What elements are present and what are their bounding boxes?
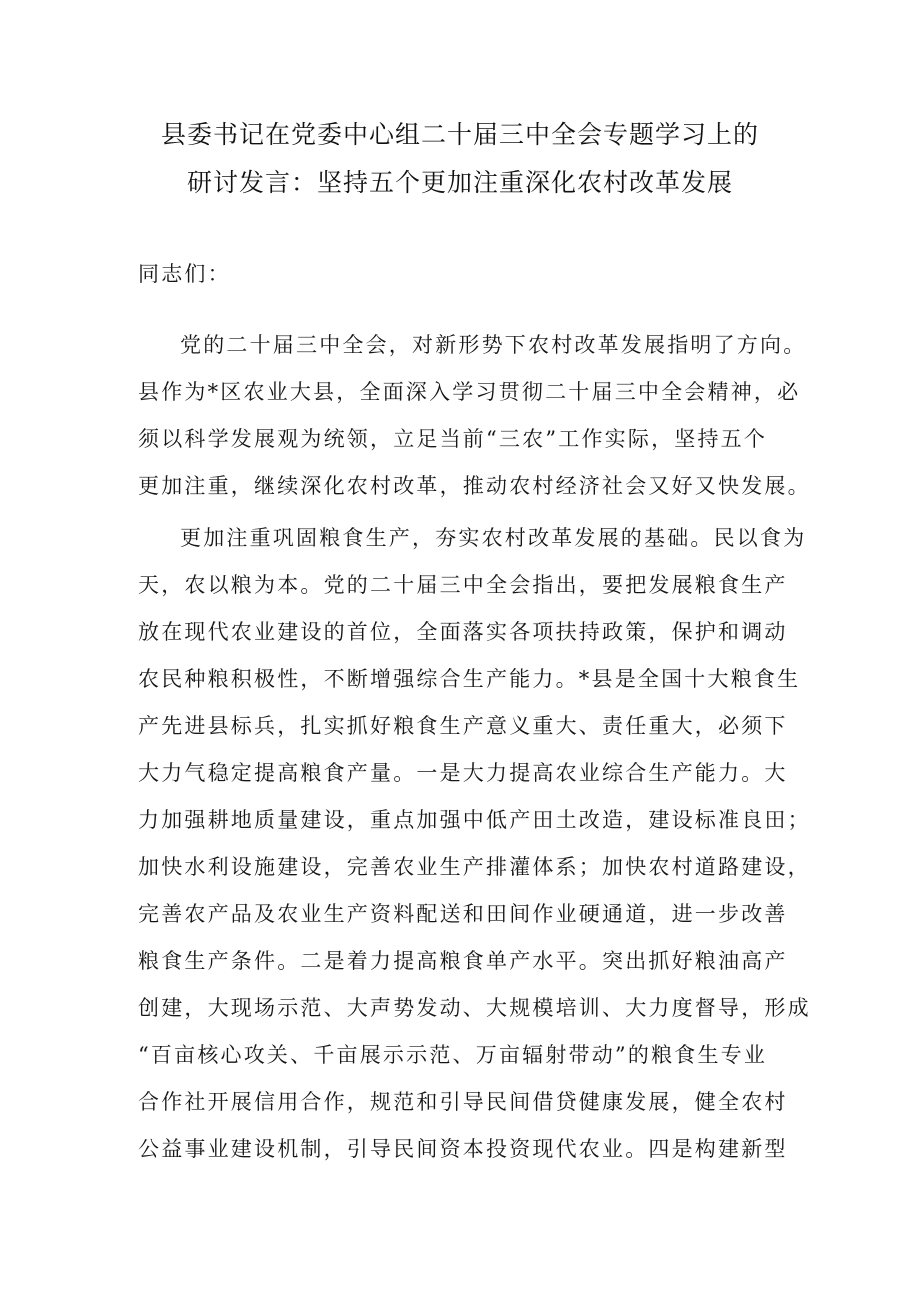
- paragraph-line: 更加注重巩固粮食生产，夯实农村改革发展的基础。民以食为: [180, 526, 807, 550]
- paragraph-line: 完善农产品及农业生产资料配送和田间作业硬通道，进一步改善: [138, 902, 788, 926]
- salutation: 同志们：: [138, 262, 231, 286]
- document-title-line-2: 研讨发言：坚持五个更加注重深化农村改革发展: [186, 168, 733, 197]
- paragraph-line: 党的二十届三中全会，对新形势下农村改革发展指明了方向。: [180, 333, 807, 357]
- paragraph-line: 公益事业建设机制，引导民间资本投资现代农业。四是构建新型: [138, 1137, 788, 1161]
- paragraph-line: 加快水利设施建设，完善农业生产排灌体系；加快农村道路建设，: [138, 855, 811, 879]
- paragraph-line: 农民种粮积极性，不断增强综合生产能力。*县是全国十大粮食生: [138, 667, 801, 691]
- document-title-line-1: 县委书记在党委中心组二十届三中全会专题学习上的: [160, 120, 759, 149]
- paragraph-line: 大力气稳定提高粮食产量。一是大力提高农业综合生产能力。大: [138, 761, 788, 785]
- paragraph-line: 天，农以粮为本。党的二十届三中全会指出，要把发展粮食生产: [138, 573, 788, 597]
- paragraph-line: 放在现代农业建设的首位，全面落实各项扶持政策，保护和调动: [138, 620, 788, 644]
- paragraph-line: 合作社开展信用合作，规范和引导民间借贷健康发展，健全农村: [138, 1090, 788, 1114]
- paragraph-line: 产先进县标兵，扎实抓好粮食生产意义重大、责任重大，必须下: [138, 714, 788, 738]
- paragraph-line: “百亩核心攻关、千亩展示示范、万亩辐射带动”的粮食生专业: [138, 1043, 768, 1067]
- paragraph-line: 力加强耕地质量建设，重点加强中低产田土改造，建设标准良田；: [138, 808, 811, 832]
- paragraph-line: 创建，大现场示范、大声势发动、大规模培训、大力度督导，形成: [138, 996, 811, 1020]
- paragraph-line: 更加注重，继续深化农村改革，推动农村经济社会又好又快发展。: [138, 474, 811, 498]
- paragraph-line: 县作为*区农业大县，全面深入学习贯彻二十届三中全会精神，必: [138, 380, 801, 404]
- paragraph-line: 须以科学发展观为统领，立足当前“三农”工作实际，坚持五个: [138, 427, 768, 451]
- paragraph-line: 粮食生产条件。二是着力提高粮食单产水平。突出抓好粮油高产: [138, 949, 788, 973]
